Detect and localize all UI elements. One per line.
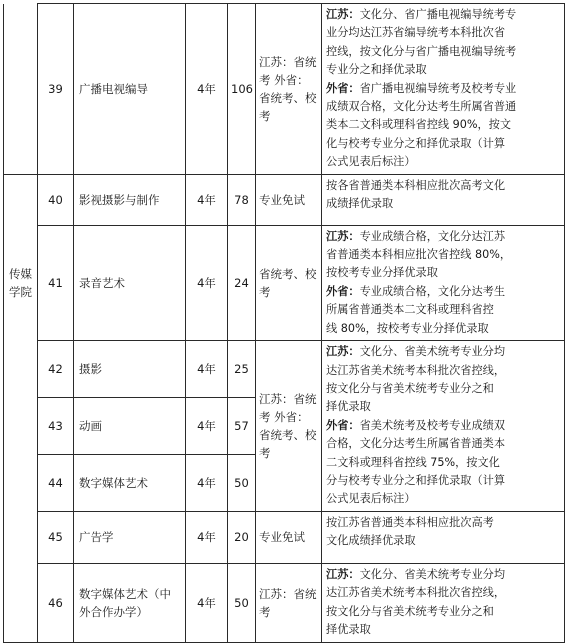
rule-line: 化与校考专业分之和择优录取（计算: [326, 136, 506, 150]
rule-line: 省普通类本科相应批次省控线 80%，: [326, 248, 512, 262]
college-cell: [4, 563, 38, 642]
rule-line: 按文化分与省美术统考专业分之和: [326, 381, 494, 395]
rule-line: 公式见表后标注）: [326, 492, 416, 506]
rule-line: 按各省普通类本科相应批次高考文化: [326, 178, 506, 192]
rule-line: 二文科或理科省控线 75%，按文化: [326, 455, 500, 469]
plan-count: 50: [228, 563, 256, 642]
rule-line: 外省：省美术统考及校考专业成绩双: [326, 418, 506, 432]
row-number: 41: [38, 225, 74, 340]
rule-line: 合格，文化分达考生所属省普通类本: [326, 437, 506, 451]
rule-line: 公式见表后标注）: [326, 155, 416, 169]
study-years: 4年: [186, 454, 228, 511]
exam-type: 专业免试: [256, 174, 322, 225]
rule-line: 分与校考专业分之和择优录取（计算: [326, 473, 506, 487]
major-name: 影视摄影与制作: [74, 174, 186, 225]
admission-rule: [322, 225, 565, 340]
major-name: 摄影: [74, 341, 186, 398]
plan-count: 24: [228, 225, 256, 340]
study-years: 4年: [186, 511, 228, 563]
major-name: 录音艺术: [74, 225, 186, 340]
row-number: 44: [38, 454, 74, 511]
table-row: [4, 563, 565, 642]
exam-type: 江苏：省统考 外省：省统考、校考: [256, 341, 322, 512]
study-years: 4年: [186, 225, 228, 340]
admission-rule: [322, 563, 565, 642]
rule-line: 专业分之和择优录取: [326, 63, 427, 77]
table-row: [4, 4, 565, 175]
row-number: 45: [38, 511, 74, 563]
rule-line: 达江苏省美术统考本科批次省控线，: [326, 363, 506, 377]
rule-line: 江苏：文化分、省美术统考专业分均: [326, 345, 506, 359]
rule-line: 江苏：文化分、省美术统考专业分均: [326, 567, 506, 581]
major-name: 广播电视编导: [74, 4, 186, 175]
table-row: [4, 225, 565, 340]
rule-line: 外省：省广播电视编导统考及校考专业: [326, 81, 517, 95]
rule-line: 成绩双合格，文化分达考生所属省普通: [326, 100, 517, 114]
rule-line: 所属省普通类本二文科或理科省控: [326, 303, 494, 317]
row-number: 42: [38, 341, 74, 398]
rule-line: 按文化分与省美术统考专业分之和: [326, 604, 494, 618]
study-years: 4年: [186, 4, 228, 175]
major-name: 动画: [74, 397, 186, 454]
exam-type: 江苏：省统考: [256, 563, 322, 642]
exam-type: 江苏：省统考 外省：省统考、校考: [256, 4, 322, 175]
rule-line: 控线，按文化分与省广播电视编导统考: [326, 44, 517, 58]
admission-rule: [322, 174, 565, 225]
plan-count: 20: [228, 511, 256, 563]
admission-rule: [322, 511, 565, 563]
college-cell: [4, 4, 38, 175]
rule-line: 达江苏省美术统考本科批次省控线，: [326, 586, 506, 600]
study-years: 4年: [186, 341, 228, 398]
college-cell: [4, 454, 38, 511]
row-number: 46: [38, 563, 74, 642]
study-years: 4年: [186, 174, 228, 225]
rule-line: 外省：专业成绩合格，文化分达考生: [326, 284, 506, 298]
row-number: 40: [38, 174, 74, 225]
exam-type: 省统考、校考: [256, 225, 322, 340]
major-name: 广告学: [74, 511, 186, 563]
study-years: 4年: [186, 397, 228, 454]
major-name: 数字媒体艺术: [74, 454, 186, 511]
college-cell: [4, 174, 38, 225]
college-cell: [4, 341, 38, 398]
row-number: 43: [38, 397, 74, 454]
rule-line: 业分均达江苏省编导统考本科批次省: [326, 26, 506, 40]
plan-count: 106: [228, 4, 256, 175]
rule-line: 线 80%，按校考专业分择优录取: [326, 321, 489, 335]
table-row: [4, 174, 565, 225]
rule-line: 江苏：专业成绩合格，文化分达江苏: [326, 229, 506, 243]
study-years: 4年: [186, 563, 228, 642]
rule-line: 类本二文科或理科省控线 90%，按文: [326, 118, 512, 132]
plan-count: 78: [228, 174, 256, 225]
rule-line: 按江苏省普通类本科相应批次高考: [326, 515, 494, 529]
rule-line: 成绩择优录取: [326, 197, 394, 211]
plan-count: 57: [228, 397, 256, 454]
rule-line: 按校考专业分择优录取: [326, 266, 438, 280]
rule-line: 择优录取: [326, 622, 371, 636]
admission-rule: [322, 4, 565, 175]
admission-rule: [322, 341, 565, 512]
admission-table: [3, 3, 565, 643]
table-row: [4, 511, 565, 563]
row-number: 39: [38, 4, 74, 175]
college-name-text: 传媒学院: [9, 266, 32, 299]
plan-count: 50: [228, 454, 256, 511]
exam-type: 专业免试: [256, 511, 322, 563]
plan-count: 25: [228, 341, 256, 398]
college-name: [4, 225, 38, 340]
rule-line: 文化成绩择优录取: [326, 534, 416, 548]
rule-line: 择优录取: [326, 400, 371, 414]
rule-line: 江苏：文化分、省广播电视编导统考专: [326, 8, 517, 21]
college-cell: [4, 511, 38, 563]
table-row: [4, 341, 565, 398]
major-name: 数字媒体艺术（中外合作办学）: [74, 563, 186, 642]
college-cell: [4, 397, 38, 454]
